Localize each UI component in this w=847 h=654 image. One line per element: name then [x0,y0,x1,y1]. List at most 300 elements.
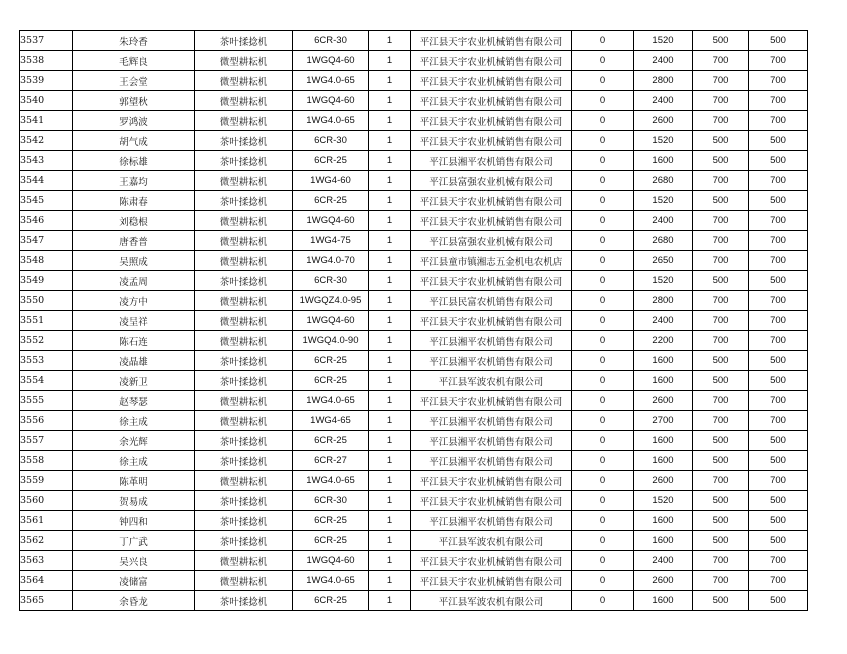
cell-amount-total: 700 [749,71,808,91]
cell-applicant-name: 凌方中 [73,291,195,311]
cell-seller-name: 平江县天宇农业机械销售有限公司 [411,491,572,511]
cell-seller-name: 平江县天宇农业机械销售有限公司 [411,391,572,411]
cell-applicant-name: 刘稳根 [73,211,195,231]
cell-machine-model: 1WGQZ4.0-95 [293,291,369,311]
cell-machine-model: 1WG4.0-65 [293,391,369,411]
cell-machine-model: 1WGQ4-60 [293,551,369,571]
cell-row-number: 3554 [20,371,73,391]
cell-applicant-name: 毛辉良 [73,51,195,71]
table-row [20,191,808,211]
cell-amount-subsidy: 700 [693,391,749,411]
cell-amount-total: 700 [749,571,808,591]
cell-row-number: 3553 [20,351,73,371]
cell-quantity: 1 [369,111,411,131]
cell-machine-model: 6CR-30 [293,491,369,511]
cell-quantity: 1 [369,171,411,191]
cell-amount-price: 2400 [634,311,693,331]
cell-seller-name: 平江县湘平农机销售有限公司 [411,431,572,451]
cell-quantity: 1 [369,391,411,411]
cell-amount-price: 2650 [634,251,693,271]
cell-row-number: 3561 [20,511,73,531]
cell-amount-total: 700 [749,51,808,71]
cell-seller-name: 平江县天宇农业机械销售有限公司 [411,91,572,111]
cell-amount-price: 2600 [634,571,693,591]
cell-quantity: 1 [369,31,411,51]
cell-amount-price: 2400 [634,91,693,111]
cell-amount-total: 500 [749,131,808,151]
cell-applicant-name: 凌呈祥 [73,311,195,331]
cell-machine-model: 6CR-25 [293,431,369,451]
cell-amount-total: 700 [749,111,808,131]
cell-amount-price: 1600 [634,371,693,391]
cell-applicant-name: 王会堂 [73,71,195,91]
cell-amount-subsidy: 700 [693,71,749,91]
table-row [20,211,808,231]
cell-row-number: 3545 [20,191,73,211]
cell-amount-subsidy: 500 [693,351,749,371]
cell-applicant-name: 赵琴瑟 [73,391,195,411]
cell-quantity: 1 [369,531,411,551]
cell-machine-type: 微型耕耘机 [195,91,293,111]
cell-seller-name: 平江县天宇农业机械销售有限公司 [411,551,572,571]
cell-amount-price: 1520 [634,31,693,51]
cell-amount-price: 2800 [634,291,693,311]
cell-value-zero: 0 [572,411,634,431]
cell-amount-total: 700 [749,551,808,571]
cell-applicant-name: 徐标雄 [73,151,195,171]
cell-quantity: 1 [369,411,411,431]
cell-value-zero: 0 [572,231,634,251]
cell-row-number: 3556 [20,411,73,431]
cell-applicant-name: 胡气成 [73,131,195,151]
cell-row-number: 3543 [20,151,73,171]
cell-seller-name: 平江县天宇农业机械销售有限公司 [411,71,572,91]
cell-machine-type: 茶叶揉捻机 [195,371,293,391]
cell-amount-price: 2400 [634,551,693,571]
cell-amount-price: 1520 [634,491,693,511]
cell-value-zero: 0 [572,531,634,551]
cell-machine-type: 茶叶揉捻机 [195,491,293,511]
cell-amount-subsidy: 700 [693,111,749,131]
cell-amount-price: 1520 [634,131,693,151]
cell-seller-name: 平江县湘平农机销售有限公司 [411,451,572,471]
cell-row-number: 3537 [20,31,73,51]
cell-amount-subsidy: 500 [693,491,749,511]
cell-value-zero: 0 [572,31,634,51]
cell-row-number: 3549 [20,271,73,291]
cell-machine-type: 茶叶揉捻机 [195,431,293,451]
cell-amount-subsidy: 700 [693,551,749,571]
cell-seller-name: 平江县天宇农业机械销售有限公司 [411,571,572,591]
cell-quantity: 1 [369,511,411,531]
cell-seller-name: 平江县天宇农业机械销售有限公司 [411,31,572,51]
table-row [20,111,808,131]
cell-amount-subsidy: 500 [693,451,749,471]
cell-applicant-name: 丁广武 [73,531,195,551]
cell-machine-type: 微型耕耘机 [195,391,293,411]
cell-amount-total: 700 [749,471,808,491]
cell-machine-model: 6CR-30 [293,271,369,291]
cell-machine-model: 1WG4.0-70 [293,251,369,271]
cell-value-zero: 0 [572,351,634,371]
cell-amount-price: 2600 [634,391,693,411]
table-body [20,31,808,611]
cell-seller-name: 平江县军波农机有限公司 [411,591,572,611]
cell-row-number: 3563 [20,551,73,571]
cell-quantity: 1 [369,291,411,311]
cell-amount-price: 1520 [634,271,693,291]
cell-machine-type: 微型耕耘机 [195,71,293,91]
cell-amount-subsidy: 500 [693,531,749,551]
cell-machine-model: 6CR-25 [293,351,369,371]
cell-amount-price: 1600 [634,591,693,611]
cell-machine-type: 微型耕耘机 [195,331,293,351]
cell-amount-subsidy: 500 [693,151,749,171]
cell-machine-type: 茶叶揉捻机 [195,351,293,371]
table-row [20,411,808,431]
cell-machine-model: 6CR-25 [293,371,369,391]
cell-value-zero: 0 [572,111,634,131]
table-row [20,171,808,191]
cell-applicant-name: 吴兴良 [73,551,195,571]
subsidy-table [19,30,808,611]
cell-amount-price: 2700 [634,411,693,431]
cell-quantity: 1 [369,191,411,211]
cell-applicant-name: 钟四和 [73,511,195,531]
table-row [20,371,808,391]
cell-seller-name: 平江县童市镇湘志五金机电农机店 [411,251,572,271]
cell-machine-model: 6CR-27 [293,451,369,471]
table-row [20,71,808,91]
cell-machine-model: 6CR-25 [293,591,369,611]
table-row [20,251,808,271]
cell-seller-name: 平江县湘平农机销售有限公司 [411,151,572,171]
cell-applicant-name: 徐主成 [73,411,195,431]
cell-machine-model: 6CR-30 [293,131,369,151]
cell-quantity: 1 [369,71,411,91]
cell-amount-total: 700 [749,411,808,431]
table-row [20,551,808,571]
cell-amount-price: 2800 [634,71,693,91]
table-row [20,591,808,611]
cell-machine-model: 6CR-25 [293,191,369,211]
cell-value-zero: 0 [572,371,634,391]
cell-value-zero: 0 [572,551,634,571]
table-row [20,431,808,451]
cell-value-zero: 0 [572,431,634,451]
cell-amount-subsidy: 700 [693,211,749,231]
cell-machine-type: 微型耕耘机 [195,411,293,431]
cell-row-number: 3542 [20,131,73,151]
cell-quantity: 1 [369,151,411,171]
cell-amount-subsidy: 700 [693,51,749,71]
table-row [20,31,808,51]
cell-machine-type: 茶叶揉捻机 [195,451,293,471]
cell-seller-name: 平江县富强农业机械有限公司 [411,171,572,191]
cell-amount-subsidy: 700 [693,411,749,431]
cell-applicant-name: 凌晶雄 [73,351,195,371]
cell-amount-subsidy: 500 [693,371,749,391]
cell-amount-price: 1600 [634,511,693,531]
cell-value-zero: 0 [572,191,634,211]
cell-seller-name: 平江县天宇农业机械销售有限公司 [411,311,572,331]
cell-quantity: 1 [369,91,411,111]
cell-value-zero: 0 [572,251,634,271]
cell-amount-price: 2600 [634,111,693,131]
cell-amount-total: 700 [749,231,808,251]
cell-machine-model: 1WG4.0-65 [293,111,369,131]
cell-quantity: 1 [369,131,411,151]
cell-seller-name: 平江县天宇农业机械销售有限公司 [411,271,572,291]
cell-row-number: 3565 [20,591,73,611]
cell-applicant-name: 陈石连 [73,331,195,351]
table-row [20,491,808,511]
cell-value-zero: 0 [572,311,634,331]
cell-value-zero: 0 [572,451,634,471]
cell-value-zero: 0 [572,211,634,231]
cell-applicant-name: 凌新卫 [73,371,195,391]
cell-value-zero: 0 [572,171,634,191]
cell-seller-name: 平江县湘平农机销售有限公司 [411,331,572,351]
cell-value-zero: 0 [572,131,634,151]
cell-applicant-name: 余昏龙 [73,591,195,611]
cell-amount-price: 2600 [634,471,693,491]
cell-quantity: 1 [369,211,411,231]
cell-machine-type: 茶叶揉捻机 [195,531,293,551]
cell-machine-type: 茶叶揉捻机 [195,131,293,151]
cell-machine-type: 微型耕耘机 [195,211,293,231]
cell-value-zero: 0 [572,471,634,491]
cell-quantity: 1 [369,331,411,351]
cell-value-zero: 0 [572,71,634,91]
cell-value-zero: 0 [572,291,634,311]
cell-quantity: 1 [369,451,411,471]
cell-quantity: 1 [369,311,411,331]
cell-amount-total: 700 [749,331,808,351]
cell-seller-name: 平江县军波农机有限公司 [411,531,572,551]
cell-amount-price: 1600 [634,151,693,171]
cell-value-zero: 0 [572,511,634,531]
cell-machine-type: 茶叶揉捻机 [195,191,293,211]
cell-quantity: 1 [369,51,411,71]
cell-row-number: 3552 [20,331,73,351]
cell-value-zero: 0 [572,51,634,71]
cell-machine-model: 6CR-30 [293,31,369,51]
cell-amount-subsidy: 700 [693,571,749,591]
cell-applicant-name: 余光辉 [73,431,195,451]
cell-machine-type: 微型耕耘机 [195,551,293,571]
cell-row-number: 3547 [20,231,73,251]
cell-amount-subsidy: 700 [693,471,749,491]
cell-amount-subsidy: 500 [693,591,749,611]
cell-row-number: 3560 [20,491,73,511]
cell-amount-total: 500 [749,271,808,291]
cell-machine-model: 6CR-25 [293,151,369,171]
cell-machine-type: 微型耕耘机 [195,291,293,311]
table-row [20,91,808,111]
cell-quantity: 1 [369,491,411,511]
cell-row-number: 3539 [20,71,73,91]
cell-value-zero: 0 [572,391,634,411]
cell-amount-price: 2680 [634,171,693,191]
cell-amount-total: 500 [749,371,808,391]
cell-quantity: 1 [369,551,411,571]
cell-machine-type: 茶叶揉捻机 [195,31,293,51]
table-row [20,471,808,491]
cell-machine-type: 微型耕耘机 [195,311,293,331]
cell-amount-total: 700 [749,251,808,271]
cell-value-zero: 0 [572,491,634,511]
cell-quantity: 1 [369,351,411,371]
cell-row-number: 3541 [20,111,73,131]
cell-amount-total: 500 [749,511,808,531]
cell-machine-model: 1WG4.0-65 [293,571,369,591]
cell-amount-subsidy: 700 [693,171,749,191]
cell-row-number: 3540 [20,91,73,111]
cell-applicant-name: 徐主成 [73,451,195,471]
cell-amount-total: 700 [749,391,808,411]
cell-amount-total: 500 [749,31,808,51]
cell-machine-model: 1WGQ4.0-90 [293,331,369,351]
cell-amount-price: 2400 [634,51,693,71]
cell-amount-total: 700 [749,171,808,191]
cell-machine-model: 1WG4.0-65 [293,71,369,91]
cell-amount-total: 500 [749,591,808,611]
cell-machine-type: 微型耕耘机 [195,251,293,271]
cell-applicant-name: 罗鸿波 [73,111,195,131]
cell-amount-subsidy: 700 [693,231,749,251]
table-row [20,531,808,551]
cell-applicant-name: 陈肃春 [73,191,195,211]
cell-machine-model: 6CR-25 [293,511,369,531]
cell-amount-subsidy: 500 [693,431,749,451]
cell-amount-total: 500 [749,451,808,471]
cell-amount-subsidy: 500 [693,511,749,531]
cell-amount-total: 500 [749,191,808,211]
cell-row-number: 3558 [20,451,73,471]
cell-machine-type: 茶叶揉捻机 [195,271,293,291]
cell-machine-model: 1WG4-60 [293,171,369,191]
cell-applicant-name: 朱玲香 [73,31,195,51]
table-row [20,391,808,411]
cell-row-number: 3555 [20,391,73,411]
cell-machine-model: 1WG4-75 [293,231,369,251]
cell-machine-model: 1WGQ4-60 [293,91,369,111]
cell-quantity: 1 [369,471,411,491]
table-row [20,291,808,311]
table-row [20,311,808,331]
cell-machine-model: 1WGQ4-60 [293,211,369,231]
cell-seller-name: 平江县湘平农机销售有限公司 [411,511,572,531]
cell-amount-subsidy: 700 [693,311,749,331]
cell-seller-name: 平江县富强农业机械有限公司 [411,231,572,251]
cell-quantity: 1 [369,591,411,611]
table-row [20,351,808,371]
table-row [20,571,808,591]
table-row [20,51,808,71]
cell-amount-subsidy: 500 [693,131,749,151]
cell-machine-type: 微型耕耘机 [195,51,293,71]
cell-machine-model: 1WGQ4-60 [293,51,369,71]
cell-amount-subsidy: 500 [693,271,749,291]
cell-quantity: 1 [369,231,411,251]
table-row [20,331,808,351]
table-row [20,231,808,251]
cell-value-zero: 0 [572,91,634,111]
cell-amount-subsidy: 700 [693,91,749,111]
cell-machine-type: 微型耕耘机 [195,171,293,191]
cell-row-number: 3538 [20,51,73,71]
cell-seller-name: 平江县天宇农业机械销售有限公司 [411,51,572,71]
cell-machine-type: 茶叶揉捻机 [195,511,293,531]
cell-amount-price: 1520 [634,191,693,211]
cell-row-number: 3562 [20,531,73,551]
cell-amount-price: 2200 [634,331,693,351]
cell-amount-total: 500 [749,151,808,171]
cell-applicant-name: 凌储富 [73,571,195,591]
cell-seller-name: 平江县湘平农机销售有限公司 [411,351,572,371]
cell-machine-model: 1WG4.0-65 [293,471,369,491]
cell-amount-total: 500 [749,351,808,371]
cell-amount-total: 500 [749,531,808,551]
cell-row-number: 3544 [20,171,73,191]
cell-row-number: 3546 [20,211,73,231]
cell-seller-name: 平江县湘平农机销售有限公司 [411,411,572,431]
cell-amount-total: 700 [749,311,808,331]
cell-amount-total: 700 [749,291,808,311]
cell-amount-price: 1600 [634,531,693,551]
cell-machine-type: 微型耕耘机 [195,471,293,491]
cell-machine-model: 1WGQ4-60 [293,311,369,331]
cell-quantity: 1 [369,271,411,291]
cell-row-number: 3559 [20,471,73,491]
cell-amount-total: 500 [749,431,808,451]
cell-seller-name: 平江县军波农机有限公司 [411,371,572,391]
cell-amount-total: 700 [749,211,808,231]
cell-value-zero: 0 [572,591,634,611]
cell-seller-name: 平江县民富农机销售有限公司 [411,291,572,311]
cell-quantity: 1 [369,251,411,271]
cell-machine-type: 茶叶揉捻机 [195,591,293,611]
cell-amount-subsidy: 700 [693,291,749,311]
cell-seller-name: 平江县天宇农业机械销售有限公司 [411,131,572,151]
cell-row-number: 3548 [20,251,73,271]
cell-machine-model: 6CR-25 [293,531,369,551]
cell-value-zero: 0 [572,571,634,591]
table-row [20,511,808,531]
cell-seller-name: 平江县天宇农业机械销售有限公司 [411,111,572,131]
cell-amount-subsidy: 500 [693,31,749,51]
cell-machine-type: 茶叶揉捻机 [195,151,293,171]
table-row [20,451,808,471]
table-row [20,131,808,151]
cell-row-number: 3564 [20,571,73,591]
cell-applicant-name: 唐香普 [73,231,195,251]
cell-row-number: 3550 [20,291,73,311]
cell-amount-subsidy: 500 [693,191,749,211]
cell-amount-price: 2680 [634,231,693,251]
cell-row-number: 3557 [20,431,73,451]
cell-seller-name: 平江县天宇农业机械销售有限公司 [411,471,572,491]
cell-amount-subsidy: 700 [693,251,749,271]
cell-applicant-name: 陈革明 [73,471,195,491]
cell-quantity: 1 [369,571,411,591]
cell-applicant-name: 凌孟周 [73,271,195,291]
cell-amount-total: 700 [749,91,808,111]
cell-amount-subsidy: 700 [693,331,749,351]
table-row [20,271,808,291]
table-row [20,151,808,171]
